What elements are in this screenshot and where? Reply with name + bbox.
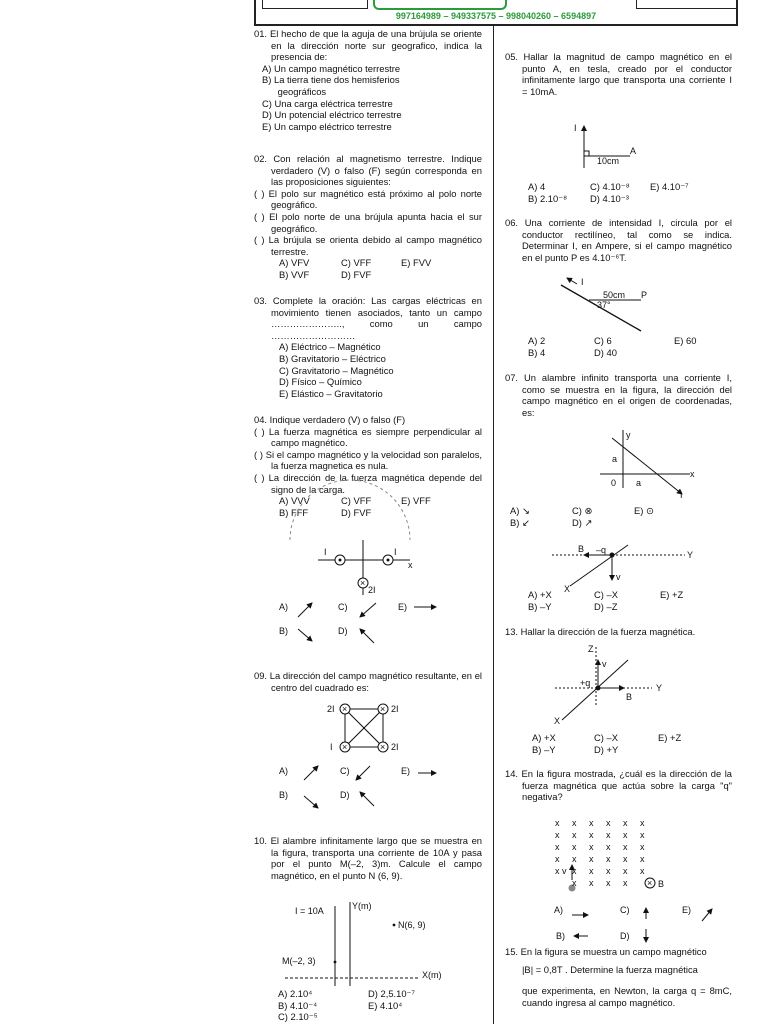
current-label: I xyxy=(581,277,584,287)
column-divider xyxy=(493,26,494,1024)
question-04-stem: 04. Indique verdadero (V) o falso (F) xyxy=(254,414,406,425)
proposition: ( ) La fuerza magnética es siempre perpendicular al campo magnético. xyxy=(254,425,482,449)
field-x-mark: x xyxy=(555,842,560,852)
option: D) 40 xyxy=(594,346,617,358)
distance-label: a xyxy=(636,478,642,488)
option: B) –Y xyxy=(532,743,556,755)
svg-text:×: × xyxy=(647,878,653,888)
arrow-ne-icon xyxy=(304,766,318,780)
option: E) FVV xyxy=(401,257,432,269)
field-x-mark: x xyxy=(606,830,611,840)
field-magnitude: |B| = 0,8T . Determine la fuerza magnética xyxy=(522,963,698,975)
option: E) 4.10⁴ xyxy=(368,999,403,1011)
option-b-label: B) xyxy=(279,626,288,636)
distance-label: a xyxy=(612,454,618,464)
velocity-label: v xyxy=(616,572,621,582)
arrow-sw-icon xyxy=(356,766,370,780)
option: geográficos xyxy=(262,85,327,97)
field-x-mark: x xyxy=(555,818,560,828)
svg-text:×: × xyxy=(380,742,386,752)
option: D) Un potencial eléctrico terrestre xyxy=(262,109,402,121)
option: A) VVV xyxy=(279,495,310,507)
question-10-options xyxy=(278,988,478,1023)
option-c-label: C) xyxy=(338,602,348,612)
field-x-mark: x xyxy=(572,854,577,864)
current-label: I xyxy=(574,123,577,133)
header-title-box xyxy=(373,0,507,10)
option: A) ↘ xyxy=(510,505,530,516)
question-13-options xyxy=(532,732,732,755)
x-axis-label: X(m) xyxy=(422,970,442,980)
option: C) ⊗ xyxy=(572,505,593,516)
angle-label: 37° xyxy=(597,300,611,310)
figure-wire-point-a xyxy=(560,118,660,173)
figure-three-wires xyxy=(270,535,470,645)
header-logo-box-right xyxy=(636,0,738,9)
option: B) La tierra tiene dos hemisferios xyxy=(262,74,400,86)
option: B) FFF xyxy=(279,506,309,518)
question-01-stem: 01. El hecho de que la aguja de una brújula se oriente en la dirección norte sur geografico, indica la presencia de: xyxy=(254,28,482,63)
question-09-stem: 09. La dirección del campo magnético resultante, en el centro del cuadrado es: xyxy=(254,670,482,693)
field-x-mark: x xyxy=(572,830,577,840)
option-d-label: D) xyxy=(338,626,348,636)
question-15-stem-continued: que experimenta, en Newton, la carga q = 8mC, cuando ingresa al campo magnético. xyxy=(522,985,732,1008)
field-x-mark: x xyxy=(555,866,560,876)
option: B) –Y xyxy=(528,600,552,612)
proposition: ( ) El polo norte de una brújula apunta hacia el sur geográfico. xyxy=(254,210,482,234)
point-m-label: M(–2, 3) xyxy=(282,956,316,966)
figure-wire-axes xyxy=(580,428,710,503)
field-x-mark: x xyxy=(640,842,645,852)
option-a-label: A) xyxy=(279,602,288,612)
y-axis-label: Y(m) xyxy=(352,901,372,911)
label-i: I xyxy=(324,547,327,557)
question-07-stem: 07. Un alambre infinito transporta una corriente I, como se muestra en la figura, la dirección del campo magnético en el origen de coordenadas, es: xyxy=(505,372,732,418)
field-x-mark: x xyxy=(623,830,628,840)
proposition: ( ) La brújula se orienta debido al campo magnético terrestre. xyxy=(254,234,482,257)
question-01 xyxy=(254,28,482,132)
figure-magnetic-field-grid xyxy=(552,816,672,896)
option: D) FVF xyxy=(341,268,372,280)
option-c-label: C) xyxy=(620,905,630,915)
question-10-stem: 10. El alambre infinitamente largo que se muestra en la figura, transporta una corriente de 10A y pasa por el punto M(–2, 3)m. Calcule el campo magnético, en el punto N (6, 9). xyxy=(254,835,482,881)
current-label: I xyxy=(680,490,683,500)
option: A) VFV xyxy=(279,257,310,269)
option: A) 2.10⁴ xyxy=(278,988,313,999)
option-d-label: D) xyxy=(620,931,630,941)
field-x-mark: x xyxy=(640,818,645,828)
option: E) +Z xyxy=(660,589,684,600)
option: A) 4 xyxy=(528,181,546,192)
option-a-label: A) xyxy=(554,905,563,915)
point-a-label: A xyxy=(630,146,637,156)
option: A) +X xyxy=(528,589,552,600)
option-e-label: E) xyxy=(682,905,691,915)
proposition: ( ) El polo sur magnético está próximo al polo norte geográfico. xyxy=(254,187,482,211)
distance-label: 50cm xyxy=(603,290,626,300)
question-15 xyxy=(505,946,732,1008)
question-13-stem: 13. Hallar la dirección de la fuerza magnética. xyxy=(505,626,696,637)
distance-label: 10cm xyxy=(597,156,620,166)
option: E) ⊙ xyxy=(634,505,654,516)
label-i: I xyxy=(330,742,333,752)
proposition: ( ) Si el campo magnético y la velocidad son paralelos, la fuerza magnetica es nula. xyxy=(254,448,482,472)
option: B) 4.10⁻⁴ xyxy=(278,999,318,1011)
option: B) 2.10⁻⁸ xyxy=(528,192,568,204)
current-arrow-icon xyxy=(567,278,577,284)
svg-text:×: × xyxy=(342,704,348,714)
figure-charge-axes xyxy=(550,540,700,592)
option-b-label: B) xyxy=(556,931,565,941)
charge-label: +q xyxy=(580,678,591,688)
figure-wire-angle xyxy=(555,275,665,335)
field-x-mark: x xyxy=(606,878,611,888)
question-14 xyxy=(505,768,732,803)
header-phones: 997164989 – 949337575 – 998040260 – 6594897 xyxy=(395,11,597,21)
field-x-mark: x xyxy=(606,842,611,852)
question-10 xyxy=(254,835,482,881)
field-x-mark: x xyxy=(572,866,577,876)
header-banner xyxy=(254,0,738,26)
figure-square-wires xyxy=(270,700,470,810)
y-label: Y xyxy=(687,550,694,560)
question-14-options xyxy=(552,903,722,945)
question-02-stem: 02. Con relación al magnetismo terrestre. Indique verdadero (V) o falso (F) según corresponda en las proposiciones siguientes: xyxy=(254,153,482,188)
field-x-mark: x xyxy=(606,866,611,876)
field-x-mark: x xyxy=(640,866,645,876)
y-label: y xyxy=(626,430,631,440)
arrow-ne-icon xyxy=(702,909,712,921)
figure-12-options xyxy=(528,589,728,612)
x-label: X xyxy=(564,584,571,594)
x-label: X xyxy=(554,716,561,726)
option: E) Un campo eléctrico terrestre xyxy=(262,120,392,132)
label-2i: 2I xyxy=(368,585,376,595)
question-15-stem: 15. En la figura se muestra un campo magnético xyxy=(505,946,707,957)
option-a-label: A) xyxy=(279,766,288,776)
question-09 xyxy=(254,670,482,693)
question-14-stem: 14. En la figura mostrada, ¿cuál es la dirección de la fuerza magnética que actúa sobre la carga "q" negativa? xyxy=(505,768,732,803)
question-06-options xyxy=(528,335,728,358)
field-x-mark: x xyxy=(589,842,594,852)
option: C) –X xyxy=(594,589,618,600)
arrow-sw-icon xyxy=(360,603,376,617)
option: C) VFF xyxy=(341,495,372,507)
question-02 xyxy=(254,153,482,281)
option: D) 2,5.10⁻⁷ xyxy=(368,988,415,999)
field-x-mark: x xyxy=(589,866,594,876)
option-d-label: D) xyxy=(340,790,350,800)
option: A) 2 xyxy=(528,335,546,346)
field-x-mark: x xyxy=(623,818,628,828)
question-06-stem: 06. Una corriente de intensidad I, circula por el conductor rectilíneo, tal como se indica. Determinar I, en Ampere, si el campo magnético en el punto P es 4.10⁻⁶T. xyxy=(505,217,732,263)
field-x-mark: x xyxy=(555,854,560,864)
arrow-nw-icon xyxy=(360,792,374,806)
field-x-mark: x xyxy=(623,866,628,876)
option: E) VFF xyxy=(401,495,431,507)
option-e-label: E) xyxy=(401,766,410,776)
option: C) –X xyxy=(594,732,618,743)
question-05-options xyxy=(528,181,728,204)
question-05-stem: 05. Hallar la magnitud de campo magnético en el punto A, en tesla, creado por el conductor infinitamente largo que transporta una corriente I = 10mA. xyxy=(505,51,732,97)
velocity-label: v xyxy=(562,866,567,876)
figure-wire-coordinates xyxy=(270,900,470,990)
field-x-mark: x xyxy=(606,818,611,828)
option: E) +Z xyxy=(658,732,682,743)
field-label: B xyxy=(578,544,585,554)
option: B) VVF xyxy=(279,268,310,280)
point-p-label: P xyxy=(641,290,648,300)
option: D) FVF xyxy=(341,506,372,518)
question-05 xyxy=(505,51,732,97)
option: C) Gravitatorio – Magnético xyxy=(279,364,394,376)
field-x-mark: x xyxy=(572,818,577,828)
charge-label: –q xyxy=(596,545,607,555)
option: B) Gravitatorio – Eléctrico xyxy=(279,352,386,364)
header-logo-box xyxy=(262,0,368,9)
field-x-mark: x xyxy=(623,854,628,864)
proposition: ( ) La dirección de la fuerza magnética depende del signo de la carga. xyxy=(254,471,482,495)
z-label: Z xyxy=(588,644,594,654)
option: C) 4.10⁻⁸ xyxy=(590,181,630,192)
figure-charge-3d-axes xyxy=(550,642,700,730)
arrow-se-icon xyxy=(298,629,312,641)
option-e-label: E) xyxy=(398,602,407,612)
y-label: Y xyxy=(656,683,663,693)
velocity-label: v xyxy=(602,659,607,669)
arrow-se-icon xyxy=(304,796,318,808)
option: A) +X xyxy=(532,732,556,743)
question-03 xyxy=(254,295,482,399)
option: C) VFF xyxy=(341,257,372,269)
label-i: I xyxy=(394,547,397,557)
arrow-ne-icon xyxy=(298,603,312,617)
field-x-mark: x xyxy=(640,830,645,840)
label-2i: 2I xyxy=(391,742,399,752)
option: C) 6 xyxy=(594,335,612,346)
svg-text:×: × xyxy=(342,742,348,752)
question-03-stem: 03. Complete la oración: Las cargas eléctricas en movimiento tienen asociados, tanto un campo ………………….., como un campo ……………………… xyxy=(254,295,482,341)
option: B) ↙ xyxy=(510,516,530,528)
question-13 xyxy=(505,626,732,638)
question-06 xyxy=(505,217,732,263)
field-label: B xyxy=(658,879,665,889)
origin-label: 0 xyxy=(611,478,617,488)
field-x-mark: x xyxy=(555,830,560,840)
field-x-mark: x xyxy=(623,842,628,852)
option-c-label: C) xyxy=(340,766,350,776)
svg-text:×: × xyxy=(360,578,366,588)
option: A) Un campo magnético terrestre xyxy=(262,62,401,74)
option: A) Eléctrico – Magnético xyxy=(279,341,381,353)
question-07 xyxy=(505,372,732,418)
option: E) 4.10⁻⁷ xyxy=(650,181,689,192)
label-2i: 2I xyxy=(327,704,335,714)
option-b-label: B) xyxy=(279,790,288,800)
option: D) –Z xyxy=(594,600,618,612)
point-n-label: N(6, 9) xyxy=(398,920,426,930)
label-2i: 2I xyxy=(391,704,399,714)
option: E) Elástico – Gravitatorio xyxy=(279,387,383,399)
field-x-mark: x xyxy=(589,878,594,888)
option: D) ↗ xyxy=(572,516,593,528)
option: E) 60 xyxy=(674,335,697,346)
question-04 xyxy=(254,414,482,518)
x-axis xyxy=(562,660,628,720)
option: D) +Y xyxy=(594,743,619,755)
field-x-mark: x xyxy=(623,878,628,888)
field-x-mark: x xyxy=(589,830,594,840)
field-x-mark: x xyxy=(589,854,594,864)
field-x-mark: x xyxy=(640,854,645,864)
field-x-mark: x xyxy=(606,854,611,864)
option: D) Físico – Químico xyxy=(279,376,362,388)
field-x-mark: x xyxy=(572,878,577,888)
field-x-mark: x xyxy=(572,842,577,852)
option: B) 4 xyxy=(528,346,546,358)
question-07-options xyxy=(510,505,720,528)
field-label: B xyxy=(626,692,633,702)
field-x-mark: x xyxy=(589,818,594,828)
x-label: x xyxy=(690,469,695,479)
option: C) Una carga eléctrica terrestre xyxy=(262,97,393,109)
svg-text:×: × xyxy=(380,704,386,714)
label-x: x xyxy=(408,560,413,570)
current-label: I = 10A xyxy=(295,906,324,916)
option: C) 2.10⁻⁵ xyxy=(278,1011,318,1023)
arrow-nw-icon xyxy=(360,629,374,643)
option: D) 4.10⁻³ xyxy=(590,192,629,204)
